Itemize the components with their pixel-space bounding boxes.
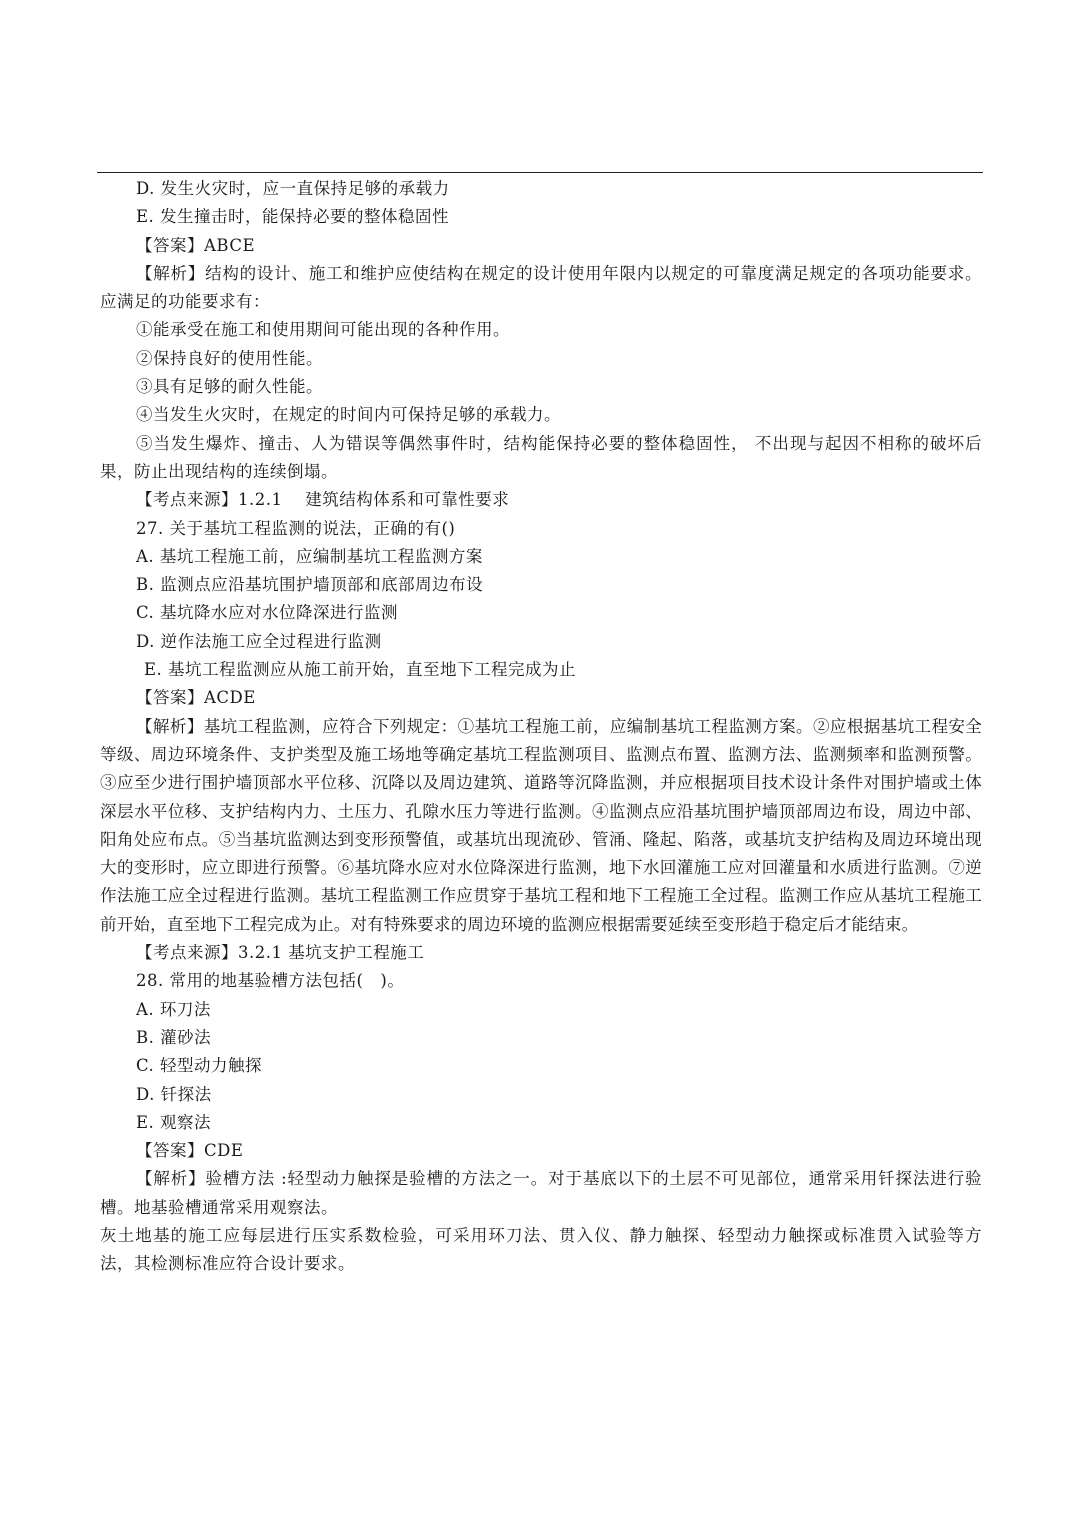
q26-source: 【考点来源】1.2.1 建筑结构体系和可靠性要求 <box>136 490 510 510</box>
q28-answer: 【答案】CDE <box>136 1141 244 1161</box>
q26-answer: 【答案】ABCE <box>136 235 256 255</box>
q26-analysis-intro: 【解析】结构的设计、施工和维护应使结构在规定的设计使用年限内以规定的可靠度满足规定的各项功能要求。应满足的功能要求有： <box>100 263 982 312</box>
q27-analysis: 【解析】基坑工程监测，应符合下列规定：①基坑工程施工前，应编制基坑工程监测方案。②应根据基坑工程安全等级、周边环境条件、支护类型及施工场地等确定基坑工程监测项目、监测点布置、监测方法、监测频率和监测预警。③应至少进行围护墙顶部水平位移、沉降以及周边建筑、道路等沉降监测，并应根据项目技术设计条件对围护墙或土体深层水平位移、支护结构内力、土压力、孔隙水压力等进行监测。④监测点应沿基坑围护墙顶部周边布设，周边中部、阳角处应布点。⑤当基坑监测达到变形预警值，或基坑出现流砂、管涌、隆起、陷落，或基坑支护结构及周边环境出现大的变形时，应立即进行预警。⑥基坑降水应对水位降深进行监测，地下水回灌施工应对回灌量和水质进行监测。⑦逆作法施工应全过程进行监测。基坑工程监测工作应贯穿于基坑工程和地下工程施工全过程。监测工作应从基坑工程施工前开始，直至地下工程完成为止。对有特殊要求的周边环境的监测应根据需要延续至变形趋于稳定后才能结束。 <box>100 716 982 934</box>
q27-answer: 【答案】ACDE <box>136 688 256 708</box>
header-rule <box>97 172 983 173</box>
q27-option-c: C. 基坑降水应对水位降深进行监测 <box>136 603 399 623</box>
q27-option-b: B. 监测点应沿基坑围护墙顶部和底部周边布设 <box>136 575 484 595</box>
q28-option-d: D. 钎探法 <box>136 1084 212 1104</box>
q28-analysis: 【解析】验槽方法 :轻型动力触探是验槽的方法之一。对于基底以下的土层不可见部位，通常采用钎探法进行验槽。地基验槽通常采用观察法。 <box>100 1169 982 1217</box>
q28-extra-note: 灰土地基的施工应每层进行压实系数检验，可采用环刀法、贯入仪、静力触探、轻型动力触探或标准贯入试验等方法，其检测标准应符合设计要求。 <box>100 1225 982 1274</box>
q26-item-3: ③具有足够的耐久性能。 <box>136 377 323 397</box>
q28-option-c: C. 轻型动力触探 <box>136 1056 263 1076</box>
q27-option-e: E. 基坑工程监测应从施工前开始，直至地下工程完成为止 <box>144 660 577 680</box>
q26-item-4: ④当发生火灾时，在规定的时间内可保持足够的承载力。 <box>136 405 561 425</box>
q28-question: 28. 常用的地基验槽方法包括( )。 <box>136 971 405 991</box>
q27-source: 【考点来源】3.2.1 基坑支护工程施工 <box>136 943 425 963</box>
q26-option-e: E. 发生撞击时，能保持必要的整体稳固性 <box>136 207 450 227</box>
q28-option-a: A. 环刀法 <box>136 999 211 1019</box>
q26-item-2: ②保持良好的使用性能。 <box>136 348 323 368</box>
page-content <box>100 175 982 1279</box>
q26-item-1: ①能承受在施工和使用期间可能出现的各种作用。 <box>136 320 510 340</box>
q27-option-d: D. 逆作法施工应全过程进行监测 <box>136 631 382 651</box>
q28-option-e: E. 观察法 <box>136 1112 212 1132</box>
q26-item-5: ⑤当发生爆炸、撞击、人为错误等偶然事件时，结构能保持必要的整体稳固性， 不出现与起因不相称的破坏后果，防止出现结构的连续倒塌。 <box>100 433 982 481</box>
q27-question: 27. 关于基坑工程监测的说法，正确的有() <box>136 518 456 538</box>
q27-option-a: A. 基坑工程施工前，应编制基坑工程监测方案 <box>136 546 483 566</box>
q28-option-b: B. 灌砂法 <box>136 1027 212 1047</box>
q26-option-d: D. 发生火灾时，应一直保持足够的承载力 <box>136 179 450 198</box>
